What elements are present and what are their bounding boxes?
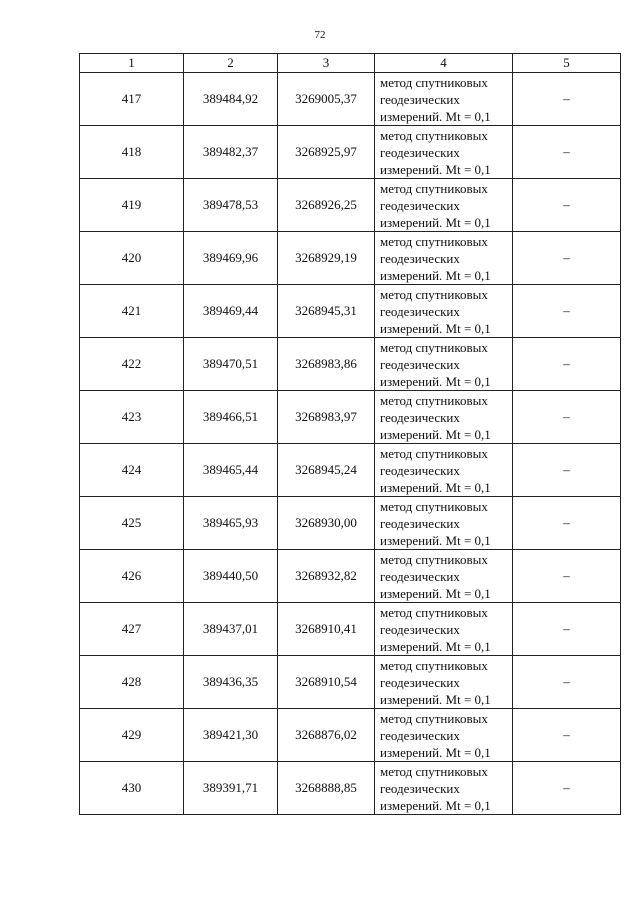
- table-body: [80, 73, 621, 815]
- table-row: [80, 391, 621, 444]
- coordinates-table: [79, 53, 621, 815]
- accuracy-cell: –: [513, 709, 621, 762]
- table-row: [80, 444, 621, 497]
- method-text: метод спутниковых геодезических измерений. Mt = 0,1: [380, 551, 491, 601]
- table-row: [80, 603, 621, 656]
- y-coordinate-cell: 3269005,37: [278, 73, 375, 126]
- method-cell: [375, 550, 513, 603]
- method-text: метод спутниковых геодезических измерений. Mt = 0,1: [380, 498, 491, 548]
- y-coordinate-cell: 3268926,25: [278, 179, 375, 232]
- accuracy-cell: –: [513, 550, 621, 603]
- x-coordinate-cell: 389469,96: [184, 232, 278, 285]
- method-text: метод спутниковых геодезических измерений. Mt = 0,1: [380, 392, 491, 442]
- table-row: [80, 550, 621, 603]
- y-coordinate-cell: 3268910,54: [278, 656, 375, 709]
- column-header-2: 2: [184, 54, 278, 73]
- point-number-cell: 420: [80, 232, 184, 285]
- accuracy-cell: –: [513, 391, 621, 444]
- column-header-5: 5: [513, 54, 621, 73]
- method-text: метод спутниковых геодезических измерений. Mt = 0,1: [380, 339, 491, 389]
- y-coordinate-cell: 3268929,19: [278, 232, 375, 285]
- accuracy-cell: –: [513, 126, 621, 179]
- method-text: метод спутниковых геодезических измерений. Mt = 0,1: [380, 180, 491, 230]
- table-row: [80, 232, 621, 285]
- y-coordinate-cell: 3268945,24: [278, 444, 375, 497]
- method-text: метод спутниковых геодезических измерений. Mt = 0,1: [380, 445, 491, 495]
- x-coordinate-cell: 389465,44: [184, 444, 278, 497]
- accuracy-cell: –: [513, 656, 621, 709]
- table-row: [80, 656, 621, 709]
- point-number-cell: 422: [80, 338, 184, 391]
- point-number-cell: 417: [80, 73, 184, 126]
- y-coordinate-cell: 3268932,82: [278, 550, 375, 603]
- table-row: [80, 179, 621, 232]
- x-coordinate-cell: 389482,37: [184, 126, 278, 179]
- x-coordinate-cell: 389466,51: [184, 391, 278, 444]
- x-coordinate-cell: 389440,50: [184, 550, 278, 603]
- y-coordinate-cell: 3268876,02: [278, 709, 375, 762]
- method-cell: [375, 285, 513, 338]
- column-header-3: 3: [278, 54, 375, 73]
- method-cell: [375, 338, 513, 391]
- accuracy-cell: –: [513, 603, 621, 656]
- accuracy-cell: –: [513, 444, 621, 497]
- table-row: [80, 709, 621, 762]
- y-coordinate-cell: 3268983,97: [278, 391, 375, 444]
- method-cell: [375, 603, 513, 656]
- column-header-4: 4: [375, 54, 513, 73]
- point-number-cell: 423: [80, 391, 184, 444]
- accuracy-cell: –: [513, 762, 621, 815]
- accuracy-cell: –: [513, 497, 621, 550]
- point-number-cell: 419: [80, 179, 184, 232]
- x-coordinate-cell: 389436,35: [184, 656, 278, 709]
- table-row: [80, 126, 621, 179]
- method-cell: [375, 444, 513, 497]
- x-coordinate-cell: 389469,44: [184, 285, 278, 338]
- method-cell: [375, 232, 513, 285]
- method-cell: [375, 391, 513, 444]
- point-number-cell: 418: [80, 126, 184, 179]
- method-cell: [375, 126, 513, 179]
- x-coordinate-cell: 389421,30: [184, 709, 278, 762]
- table-row: [80, 762, 621, 815]
- method-cell: [375, 656, 513, 709]
- point-number-cell: 424: [80, 444, 184, 497]
- method-text: метод спутниковых геодезических измерений. Mt = 0,1: [380, 233, 491, 283]
- x-coordinate-cell: 389478,53: [184, 179, 278, 232]
- method-text: метод спутниковых геодезических измерений. Mt = 0,1: [380, 74, 491, 124]
- point-number-cell: 427: [80, 603, 184, 656]
- method-text: метод спутниковых геодезических измерений. Mt = 0,1: [380, 127, 491, 177]
- method-text: метод спутниковых геодезических измерений. Mt = 0,1: [380, 657, 491, 707]
- method-text: метод спутниковых геодезических измерений. Mt = 0,1: [380, 286, 491, 336]
- point-number-cell: 430: [80, 762, 184, 815]
- accuracy-cell: –: [513, 338, 621, 391]
- y-coordinate-cell: 3268925,97: [278, 126, 375, 179]
- x-coordinate-cell: 389437,01: [184, 603, 278, 656]
- method-cell: [375, 73, 513, 126]
- y-coordinate-cell: 3268888,85: [278, 762, 375, 815]
- accuracy-cell: –: [513, 285, 621, 338]
- y-coordinate-cell: 3268983,86: [278, 338, 375, 391]
- method-text: метод спутниковых геодезических измерений. Mt = 0,1: [380, 763, 491, 813]
- method-cell: [375, 179, 513, 232]
- y-coordinate-cell: 3268945,31: [278, 285, 375, 338]
- y-coordinate-cell: 3268910,41: [278, 603, 375, 656]
- table-row: [80, 338, 621, 391]
- table-header-row: [80, 54, 621, 73]
- accuracy-cell: –: [513, 73, 621, 126]
- method-text: метод спутниковых геодезических измерений. Mt = 0,1: [380, 604, 491, 654]
- x-coordinate-cell: 389484,92: [184, 73, 278, 126]
- table-row: [80, 285, 621, 338]
- table-row: [80, 73, 621, 126]
- point-number-cell: 429: [80, 709, 184, 762]
- x-coordinate-cell: 389465,93: [184, 497, 278, 550]
- method-text: метод спутниковых геодезических измерений. Mt = 0,1: [380, 710, 491, 760]
- method-cell: [375, 709, 513, 762]
- method-cell: [375, 762, 513, 815]
- point-number-cell: 428: [80, 656, 184, 709]
- x-coordinate-cell: 389470,51: [184, 338, 278, 391]
- column-header-1: 1: [80, 54, 184, 73]
- y-coordinate-cell: 3268930,00: [278, 497, 375, 550]
- method-cell: [375, 497, 513, 550]
- point-number-cell: 426: [80, 550, 184, 603]
- page-number: 72: [314, 29, 326, 41]
- x-coordinate-cell: 389391,71: [184, 762, 278, 815]
- point-number-cell: 425: [80, 497, 184, 550]
- accuracy-cell: –: [513, 232, 621, 285]
- table-row: [80, 497, 621, 550]
- point-number-cell: 421: [80, 285, 184, 338]
- accuracy-cell: –: [513, 179, 621, 232]
